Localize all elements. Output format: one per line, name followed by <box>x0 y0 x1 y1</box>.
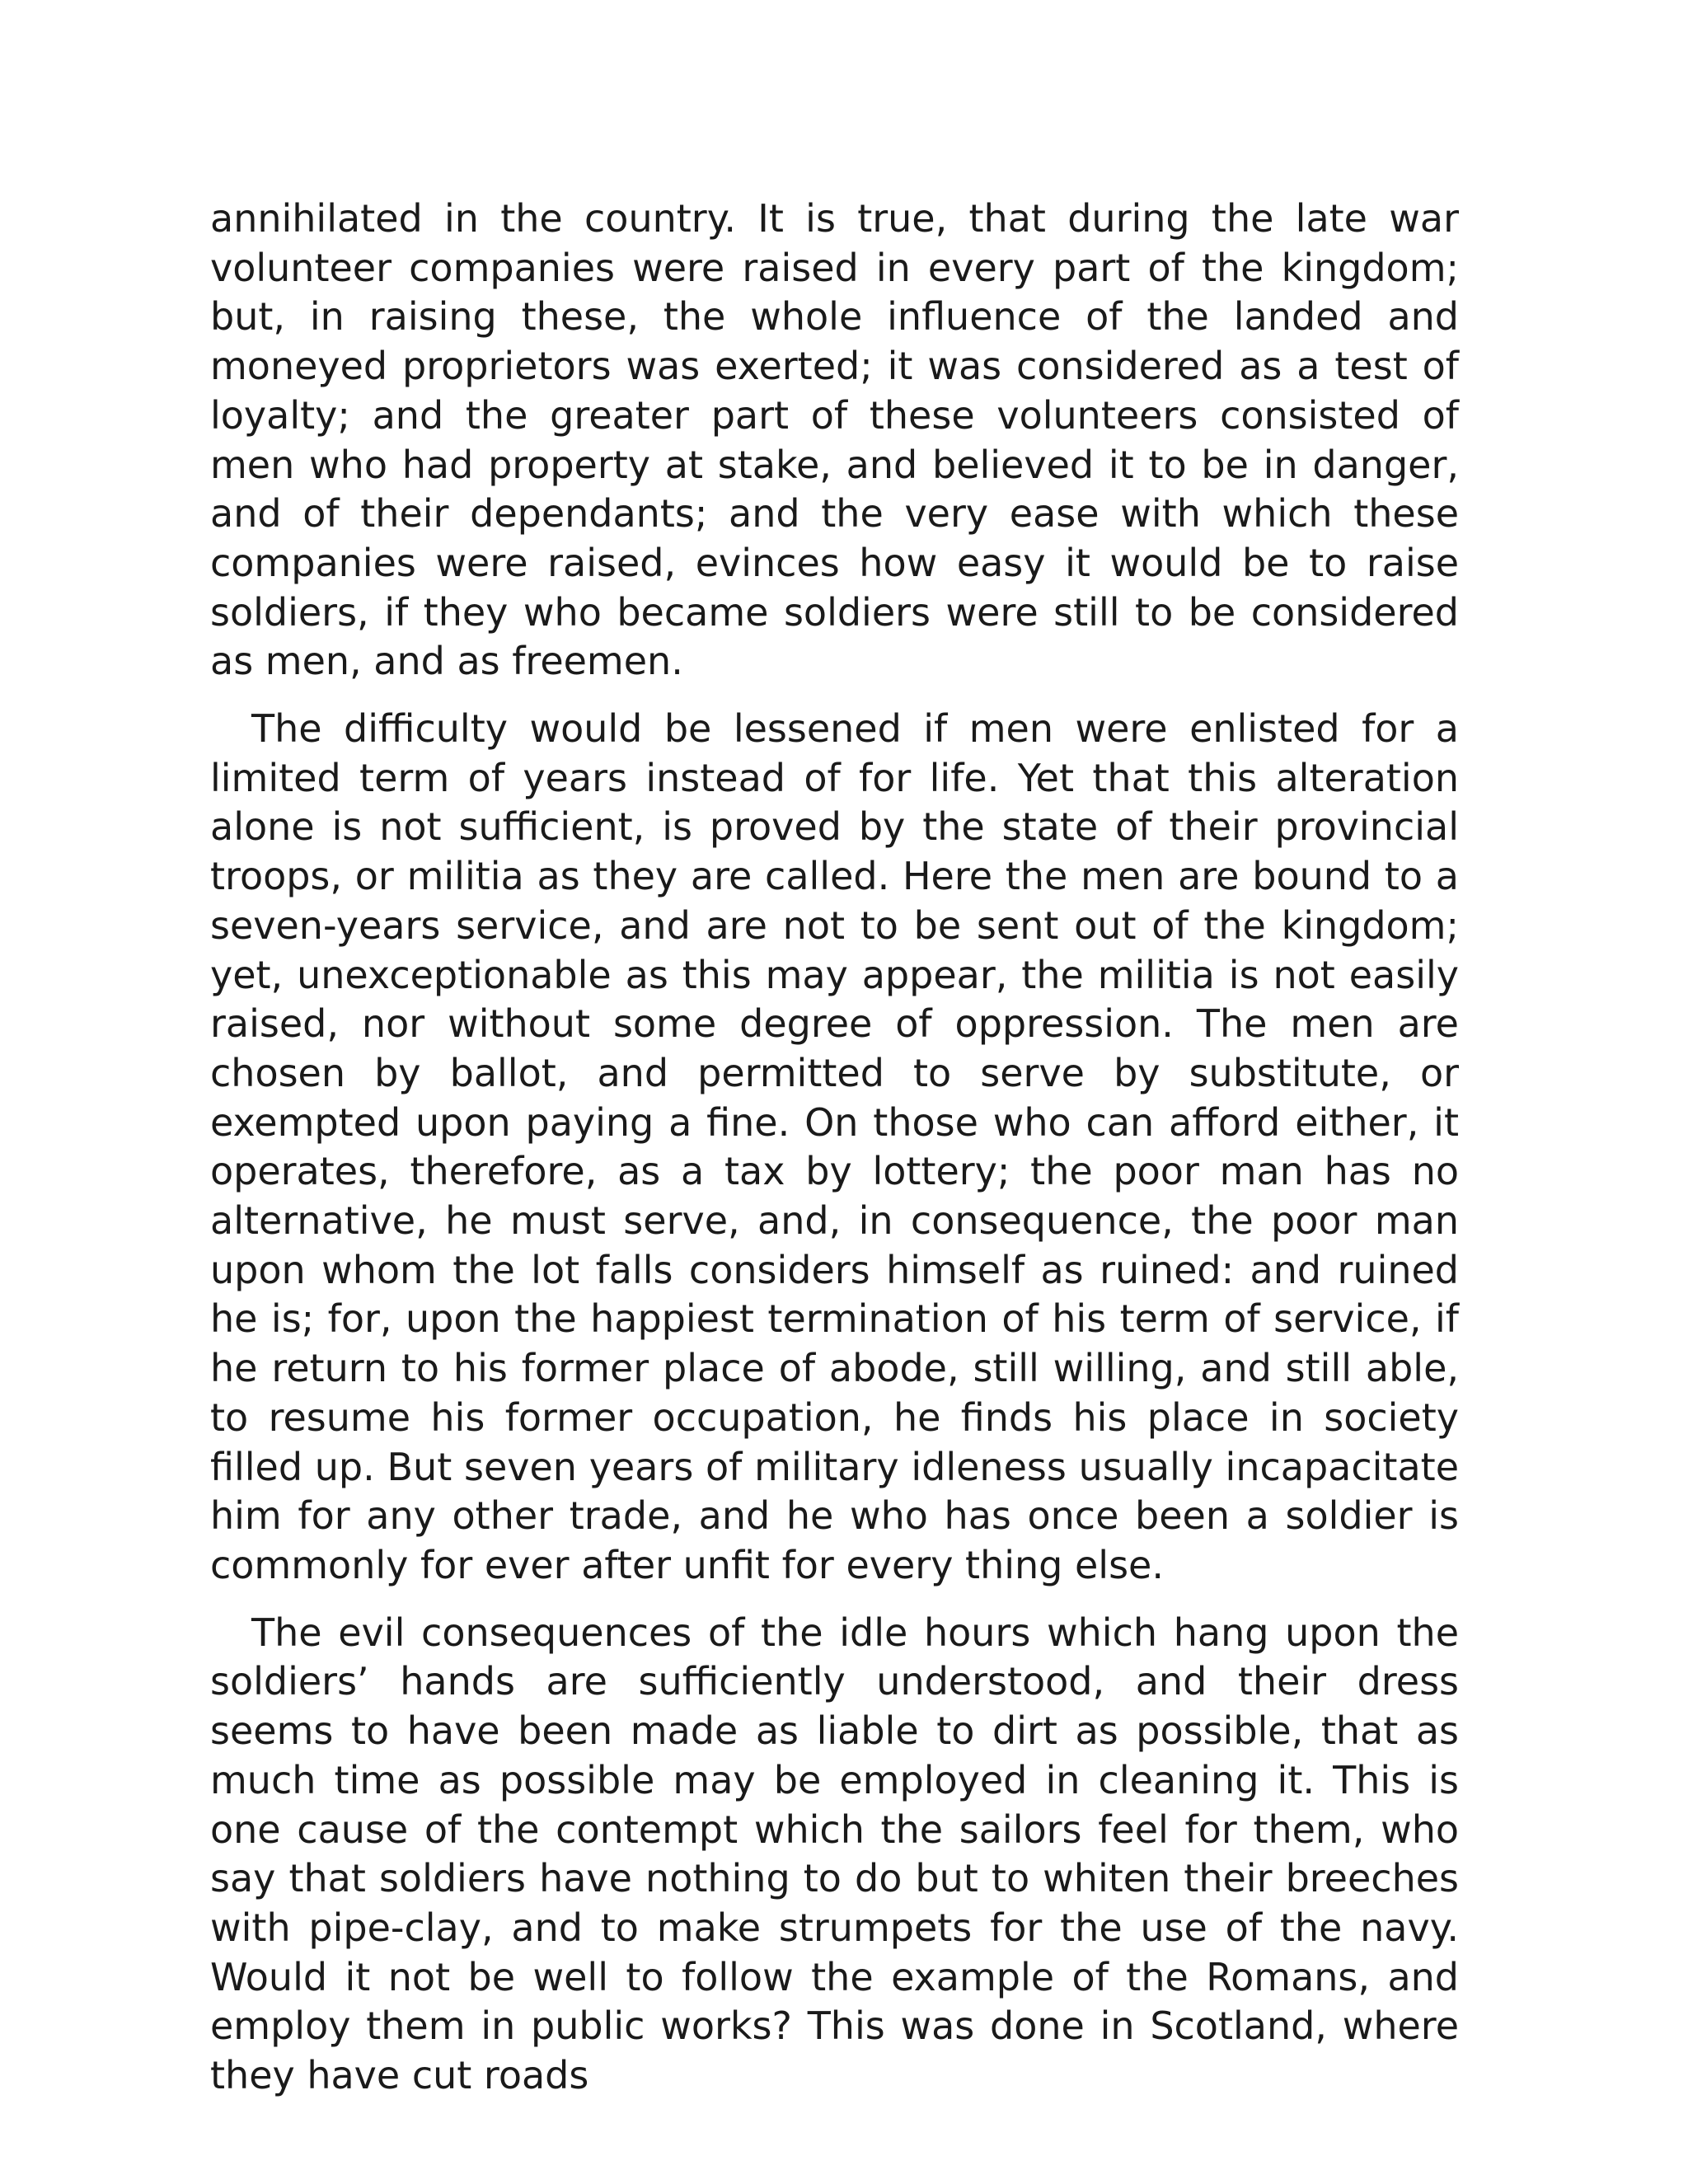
paragraph-2: The difficulty would be lessened if men were enlisted for a limited term of years instead of for life. Yet that this alteration alone is not sufficient, is proved by the state of their provincial troops, or militia as they are called. Here the men are bound to a seven-years service, and are not to be sent out of the kingdom; yet, unexceptionable as this may appear, the militia is not easily raised, nor without some degree of oppression. The men are chosen by ballot, and permitted to serve by substitute, or exempted upon paying a fine. On those who can afford either, it operates, therefore, as a tax by lottery; the poor man has no alternative, he must serve, and, in consequence, the poor man upon whom the lot falls considers himself as ruined: and ruined he is; for, upon the happiest termination of his term of service, if he return to his former place of abode, still willing, and still able, to resume his former occupation, he finds his place in society filled up. But seven years of military idleness usually incapacitate him for any other trade, and he who has once been a soldier is commonly for ever after unfit for every thing else. <box>210 706 1459 1587</box>
paragraph-3: The evil consequences of the idle hours which hang upon the soldiers’ hands are sufficiently understood, and their dress seems to have been made as liable to dirt as possible, that as much time as possible may be employed in cleaning it. This is one cause of the contempt which the sailors feel for them, who say that soldiers have nothing to do but to whiten their breeches with pipe-clay, and to make strumpets for the use of the navy. Would it not be well to follow the example of the Romans, and employ them in public works? This was done in Scotland, where they have cut roads <box>210 1610 1459 2098</box>
page-body <box>210 194 1459 2119</box>
paragraph-1: annihilated in the country. It is true, that during the late war volunteer companies were raised in every part of the kingdom; but, in raising these, the whole influence of the landed and moneyed proprietors was exerted; it was considered as a test of loyalty; and the greater part of these volunteers consisted of men who had property at stake, and believed it to be in danger, and of their dependants; and the very ease with which these companies were raised, evinces how easy it would be to raise soldiers, if they who became soldiers were still to be considered as men, and as freemen. <box>210 196 1459 684</box>
